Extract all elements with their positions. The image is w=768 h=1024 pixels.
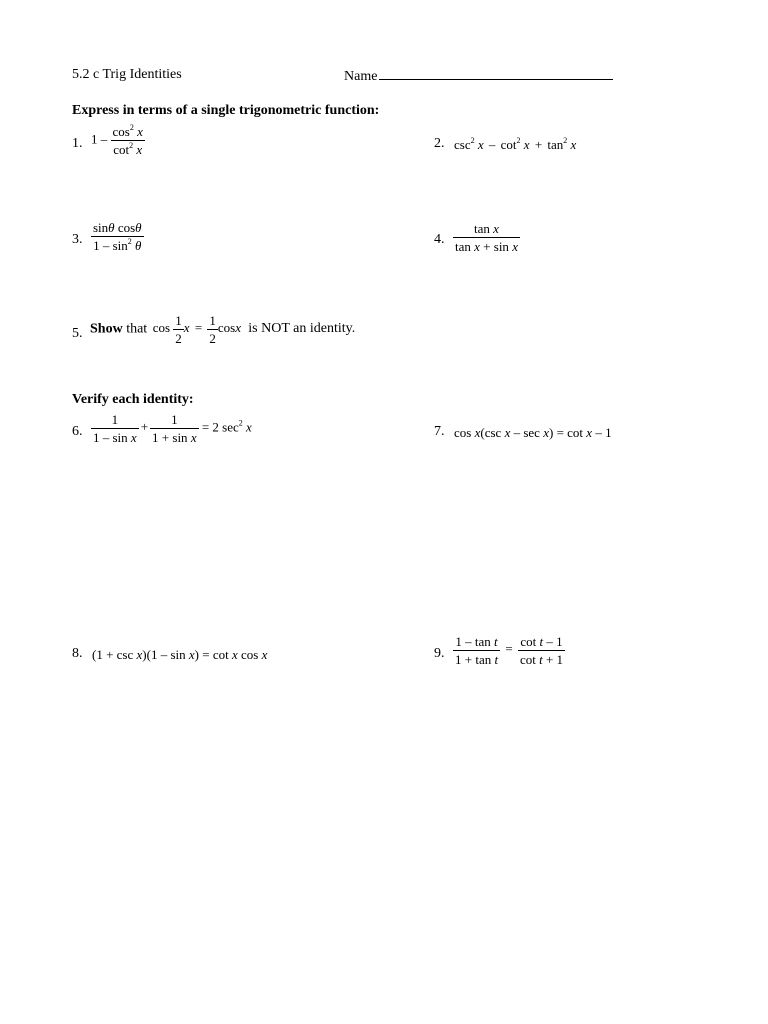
problem-9-number: 9.: [434, 646, 445, 661]
name-label: Name: [344, 69, 378, 84]
problem-1-number: 1.: [72, 136, 83, 151]
problem-9-expression: $\frac{\text{1 – tan t}}{\text{1 + tan t}}$ = $\frac{\text{cot t – 1}}{\text{cot t + 1}}$: [455, 634, 564, 667]
name-blank-line[interactable]: [379, 67, 613, 80]
problem-1-expression: 1 – $\frac{\cos^2 x}{\cot^2 x}$: [91, 123, 143, 157]
problem-8-expression: (1 + csc x)(1 – sin x) = cot x cos x: [92, 647, 268, 662]
name-field[interactable]: [344, 67, 613, 85]
worksheet-title: 5.2 c Trig Identities: [72, 67, 182, 82]
problem-6-number: 6.: [72, 424, 83, 439]
problem-3-expression: $\frac{\text{sinθ cosθ}}{1 - \sin^2 \theta}$: [93, 220, 142, 253]
problem-2-number: 2.: [434, 136, 445, 151]
problem-7-number: 7.: [434, 424, 445, 439]
problem-8-number: 8.: [72, 646, 83, 661]
problem-4-number: 4.: [434, 232, 445, 247]
problem-5-number: 5.: [72, 326, 83, 341]
problem-3-number: 3.: [72, 232, 83, 247]
section-heading-verify: Verify each identity:: [72, 392, 194, 407]
problem-6-expression: $\frac{1}{\text{1 – sin x}}$ + $\frac{1}{\text{1 + sin x}}$ = 2 $\sec^2 x$: [93, 412, 252, 445]
problem-2-expression: $\csc^2 x - \cot^2 x + \tan^2 x$: [454, 136, 577, 152]
problem-7-expression: cos x(csc x – sec x) = cot x – 1: [454, 425, 612, 440]
problem-5-statement: Show that cos $\frac{1}{2}$ x = $\frac{1}{2}$ cosx is NOT an identity.: [90, 313, 356, 346]
section-heading-express: Express in terms of a single trigonometric function:: [72, 103, 380, 118]
problem-4-expression: $\frac{\text{tan x}}{\text{tan x + sin x}}$: [455, 221, 518, 254]
